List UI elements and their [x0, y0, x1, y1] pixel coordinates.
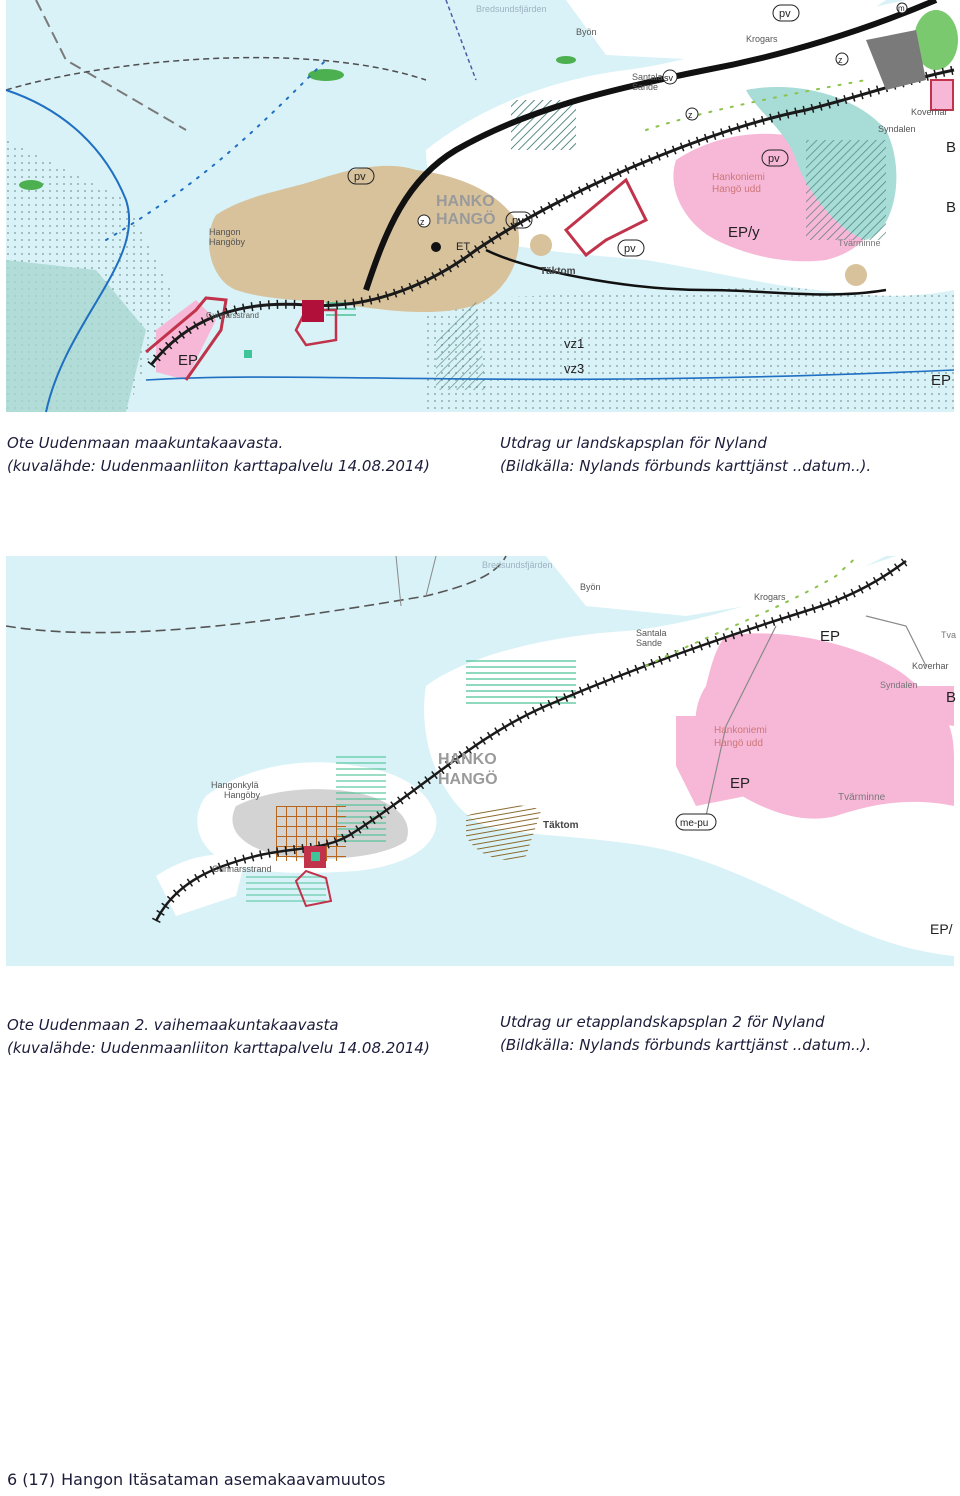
caption-line: Ote Uudenmaan 2. vaihemaakuntakaavasta [7, 1016, 339, 1034]
caption-swedish-regional-plan [500, 432, 871, 478]
caption-source: (kuvalähde: Uudenmaanliiton karttapalvelu 14.08.2014) [7, 457, 430, 475]
label-bredsund: Bredsundsfjärden [482, 560, 553, 570]
regional-plan-map-graphic [6, 0, 957, 412]
caption-line: Utdrag ur landskapsplan för Nyland [500, 434, 767, 452]
label-ep-east: EP [931, 372, 952, 389]
caption-line: Utdrag ur etapplandskapsplan 2 för Nyland [500, 1013, 825, 1031]
label-sv: sv [664, 73, 673, 83]
label-hangon: Hangon [209, 227, 241, 237]
label-gunnarsstrand: Gunnarsstrand [206, 311, 259, 320]
label-pv-4: pv [768, 153, 780, 165]
label-et: ET [456, 241, 471, 253]
label-ep-corner: EP/ [930, 921, 953, 937]
document-title: Hangon Itäsataman asemakaavamuutos [61, 1470, 386, 1489]
label-z-3: z [838, 55, 843, 65]
label-koverhar: Koverhar [912, 661, 949, 671]
label-ep-west: EP [178, 352, 199, 369]
label-pv-2: pv [512, 215, 524, 227]
caption-line: Ote Uudenmaan maakuntakaavasta. [7, 434, 284, 452]
label-hango: HANGÖ [436, 211, 496, 228]
label-sande: Sande [632, 82, 659, 92]
label-ep-south: EP [730, 775, 751, 792]
label-koverhar: Koverhar [911, 107, 948, 117]
caption-source: (Bildkälla: Nylands förbunds karttjänst ..datum..). [500, 457, 872, 475]
label-syndalen: Syndalen [880, 680, 918, 690]
caption-source: (kuvalähde: Uudenmaanliiton karttapalvelu 14.08.2014) [7, 1039, 430, 1057]
label-gunnarsstrand: Gunnarsstrand [212, 864, 272, 874]
label-hankoniemi: Hankoniemi [714, 725, 767, 736]
label-ep-north: EP [820, 628, 841, 645]
label-ep-y: EP/y [728, 224, 760, 241]
label-sande: Sande [636, 638, 663, 648]
page-footer [7, 1470, 385, 1489]
label-vz3: vz3 [564, 361, 585, 376]
label-z-2: z [688, 110, 693, 120]
label-b-top: B [946, 139, 957, 156]
label-hanko: HANKO [438, 751, 497, 768]
page-number: 6 (17) [7, 1470, 56, 1489]
label-hangoudd: Hangö udd [714, 738, 763, 749]
label-krogars: Krogars [746, 34, 778, 44]
label-pv-5: pv [779, 8, 791, 20]
label-hangoudd: Hangö udd [712, 184, 761, 195]
regional-plan-map [6, 0, 957, 412]
label-hangoby: Hangöby [209, 237, 246, 247]
label-bredsund: Bredsundsfjärden [476, 4, 547, 14]
label-b: B [946, 689, 957, 706]
label-m: m [898, 4, 905, 13]
label-z-1: z [420, 217, 425, 227]
label-syndalen: Syndalen [878, 124, 916, 134]
label-tvarminne: Tvärminne [838, 238, 881, 248]
caption-finnish-phase-2-plan [7, 1014, 430, 1060]
label-pv-1: pv [354, 171, 366, 183]
label-hangoby: Hangöby [224, 790, 261, 800]
caption-swedish-phase-2-plan [500, 1011, 871, 1057]
label-hankoniemi: Hankoniemi [712, 172, 765, 183]
label-taktom: Täktom [543, 820, 579, 831]
label-hango: HANGÖ [438, 771, 498, 788]
caption-source: (Bildkälla: Nylands förbunds karttjänst ..datum..). [500, 1036, 872, 1054]
label-taktom: Täktom [540, 266, 576, 277]
label-tva: Tva [941, 630, 957, 640]
label-tvarminne: Tvärminne [838, 792, 886, 803]
label-vz1: vz1 [564, 336, 585, 351]
label-santala: Santala [632, 72, 663, 82]
label-pv-3: pv [624, 243, 636, 255]
label-me-pu: me-pu [680, 818, 709, 829]
caption-finnish-regional-plan [7, 432, 430, 478]
label-byon: Byön [580, 582, 601, 592]
label-byon: Byön [576, 27, 597, 37]
label-hangonkyla: Hangonkylä [211, 780, 259, 790]
label-krogars: Krogars [754, 592, 786, 602]
label-b-mid: B [946, 199, 957, 216]
phase-2-regional-plan-map-graphic [6, 556, 957, 966]
phase-2-regional-plan-map [6, 556, 957, 966]
label-hanko: HANKO [436, 193, 495, 210]
label-santala: Santala [636, 628, 667, 638]
